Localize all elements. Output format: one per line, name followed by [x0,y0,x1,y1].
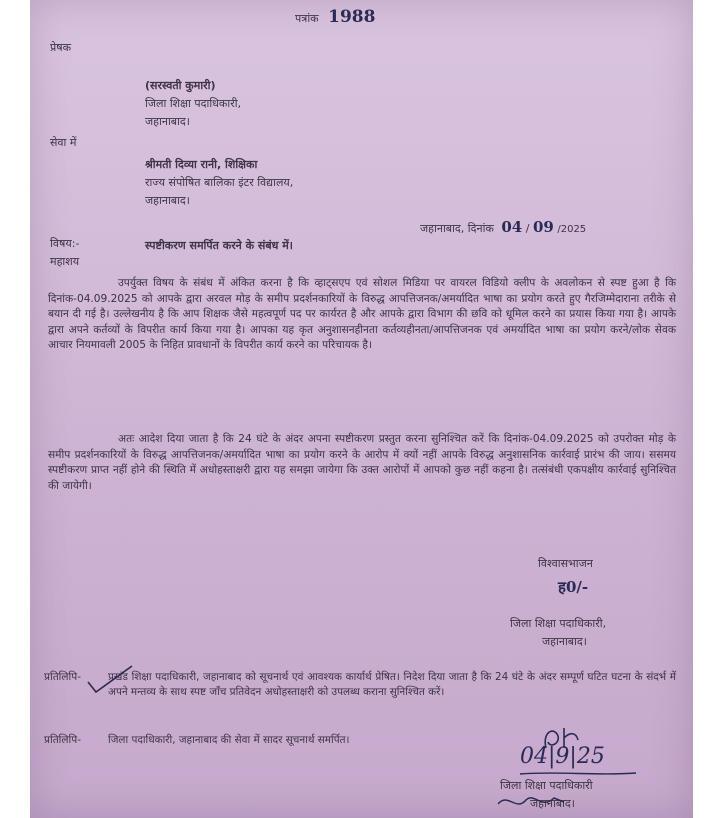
letter-sheet [30,0,693,818]
date-day: 04 [501,218,523,236]
body-paragraph-2-text: अतः आदेश दिया जाता है कि 24 घंटे के अंदर अपना स्पष्टीकरण प्रस्तुत करना सुनिश्चित करें कि दिनांक-04.09.2025 को उपरोक्त मोड़ के समीप प्रदर्शनकारियों के विरुद्ध आपत्तिजनक/अमर्यादित भाषा का प्रयोग करने के आरोप में क्यों नहीं आपके विरुद्ध अनुशासनिक कार्रवाई प्रारंभ की जाय। ससमय स्पष्टीकरण प्राप्त नहीं होने की स्थिति में अधोहस्ताक्षरी द्वारा यह समझा जायेगा कि उक्त आरोपों में आपको कुछ नहीं कहना है। तत्संबंधी एकपक्षीय कार्रवाई सुनिश्चित की जायेगी। [48,433,676,492]
copy1-label: प्रतिलिपि- [44,671,81,683]
body-paragraph-1-text: उपर्युक्त विषय के संबंध में अंकित करना है कि व्हाट्सएप एवं सोशल मिडिया पर वायरल विडियो क्लीप के अवलोकन से स्पष्ट हुआ है कि दिनांक-04.09.2025 को आपके द्वारा अरवल मोड़ के समीप प्रदर्शनकारियों के विरुद्ध आपत्तिजनक/अमर्यादित भाषा का प्रयोग करते हुए गैरजिम्मेदाराना तरीके से बयान दी गई है। उल्लेखनीय है कि आप शिक्षक जैसे महत्वपूर्ण पद पर कार्यरत है और आपके द्वारा विभाग की छवि को धूमिल करने का प्रयास किया गया है। आपके द्वारा अपने कर्तव्यों के विपरीत कार्य किया गया है। आपका यह कृत अनुशासनहीनता कर्तव्यहीनता/आपत्तिजनक एवं अमर्यादित भाषा का प्रयोग करने/लोक सेवक आचार नियमावली 2005 के निहित प्रावधानों के विपरीत कार्य करने का परिचायक है। [48,277,676,351]
patrank-line [295,7,376,27]
date-line: जहानाबाद, दिनांक 04 / 09 /2025 [420,218,587,236]
copy1-text: प्रखंड शिक्षा पदाधिकारी, जहानाबाद को सूचनार्थ एवं आवश्यक कार्यार्थ प्रेषित। निदेश दिया जाता है कि 24 घंटे के अंदर सम्पूर्ण घटित घटना के संदर्भ में अपने मन्तव्य के साथ स्पष्ट जाँच प्रतिवेदन अधोहस्ताक्षरी को उपलब्ध कराना सुनिश्चित करें। [108,671,676,698]
recipient-label: सेवा में [50,136,77,149]
handwritten-scribble [496,790,566,814]
date-prefix: जहानाबाद, दिनांक [420,222,494,235]
handwritten-date: 04|9|25 [520,744,605,769]
salutation: महाशय [50,255,80,268]
patrank-number: 1988 [328,7,376,27]
final-place: जहानाबाद। [530,797,575,810]
sender-label: प्रेषक [50,41,72,54]
sender-place: जहानाबाद। [145,115,190,128]
subject-text: स्पष्टीकरण समर्पित करने के संबंध में। [145,239,293,252]
subject-label: विषय:- [50,237,80,250]
valediction: विश्वासभाजन [538,557,593,570]
closing-designation: जिला शिक्षा पदाधिकारी, [510,617,607,630]
date-month: 09 [532,218,554,236]
date-year: /2025 [557,224,587,235]
recipient-school: राज्य संपोषित बालिका इंटर विद्यालय, [145,176,294,189]
handwritten-tick-mark [86,664,136,694]
body-paragraph-1 [48,276,676,354]
sender-name: (सरस्वती कुमारी) [145,79,216,92]
copy2-label: प्रतिलिपि- [44,734,81,746]
recipient-name: श्रीमती दिव्या रानी, शिक्षिका [145,158,258,171]
final-designation: जिला शिक्षा पदाधिकारी [500,779,593,792]
body-paragraph-2 [48,432,676,494]
signature-mark: ह0/- [558,578,589,596]
patrank-label: पत्रांक [295,12,319,25]
sender-designation: जिला शिक्षा पदाधिकारी, [145,97,242,110]
closing-place: जहानाबाद। [542,635,587,648]
copy2-text: जिला पदाधिकारी, जहानाबाद की सेवा में सादर सूचनार्थ समर्पित। [108,734,350,746]
recipient-place: जहानाबाद। [145,194,190,207]
handwritten-date-underline [518,770,638,778]
